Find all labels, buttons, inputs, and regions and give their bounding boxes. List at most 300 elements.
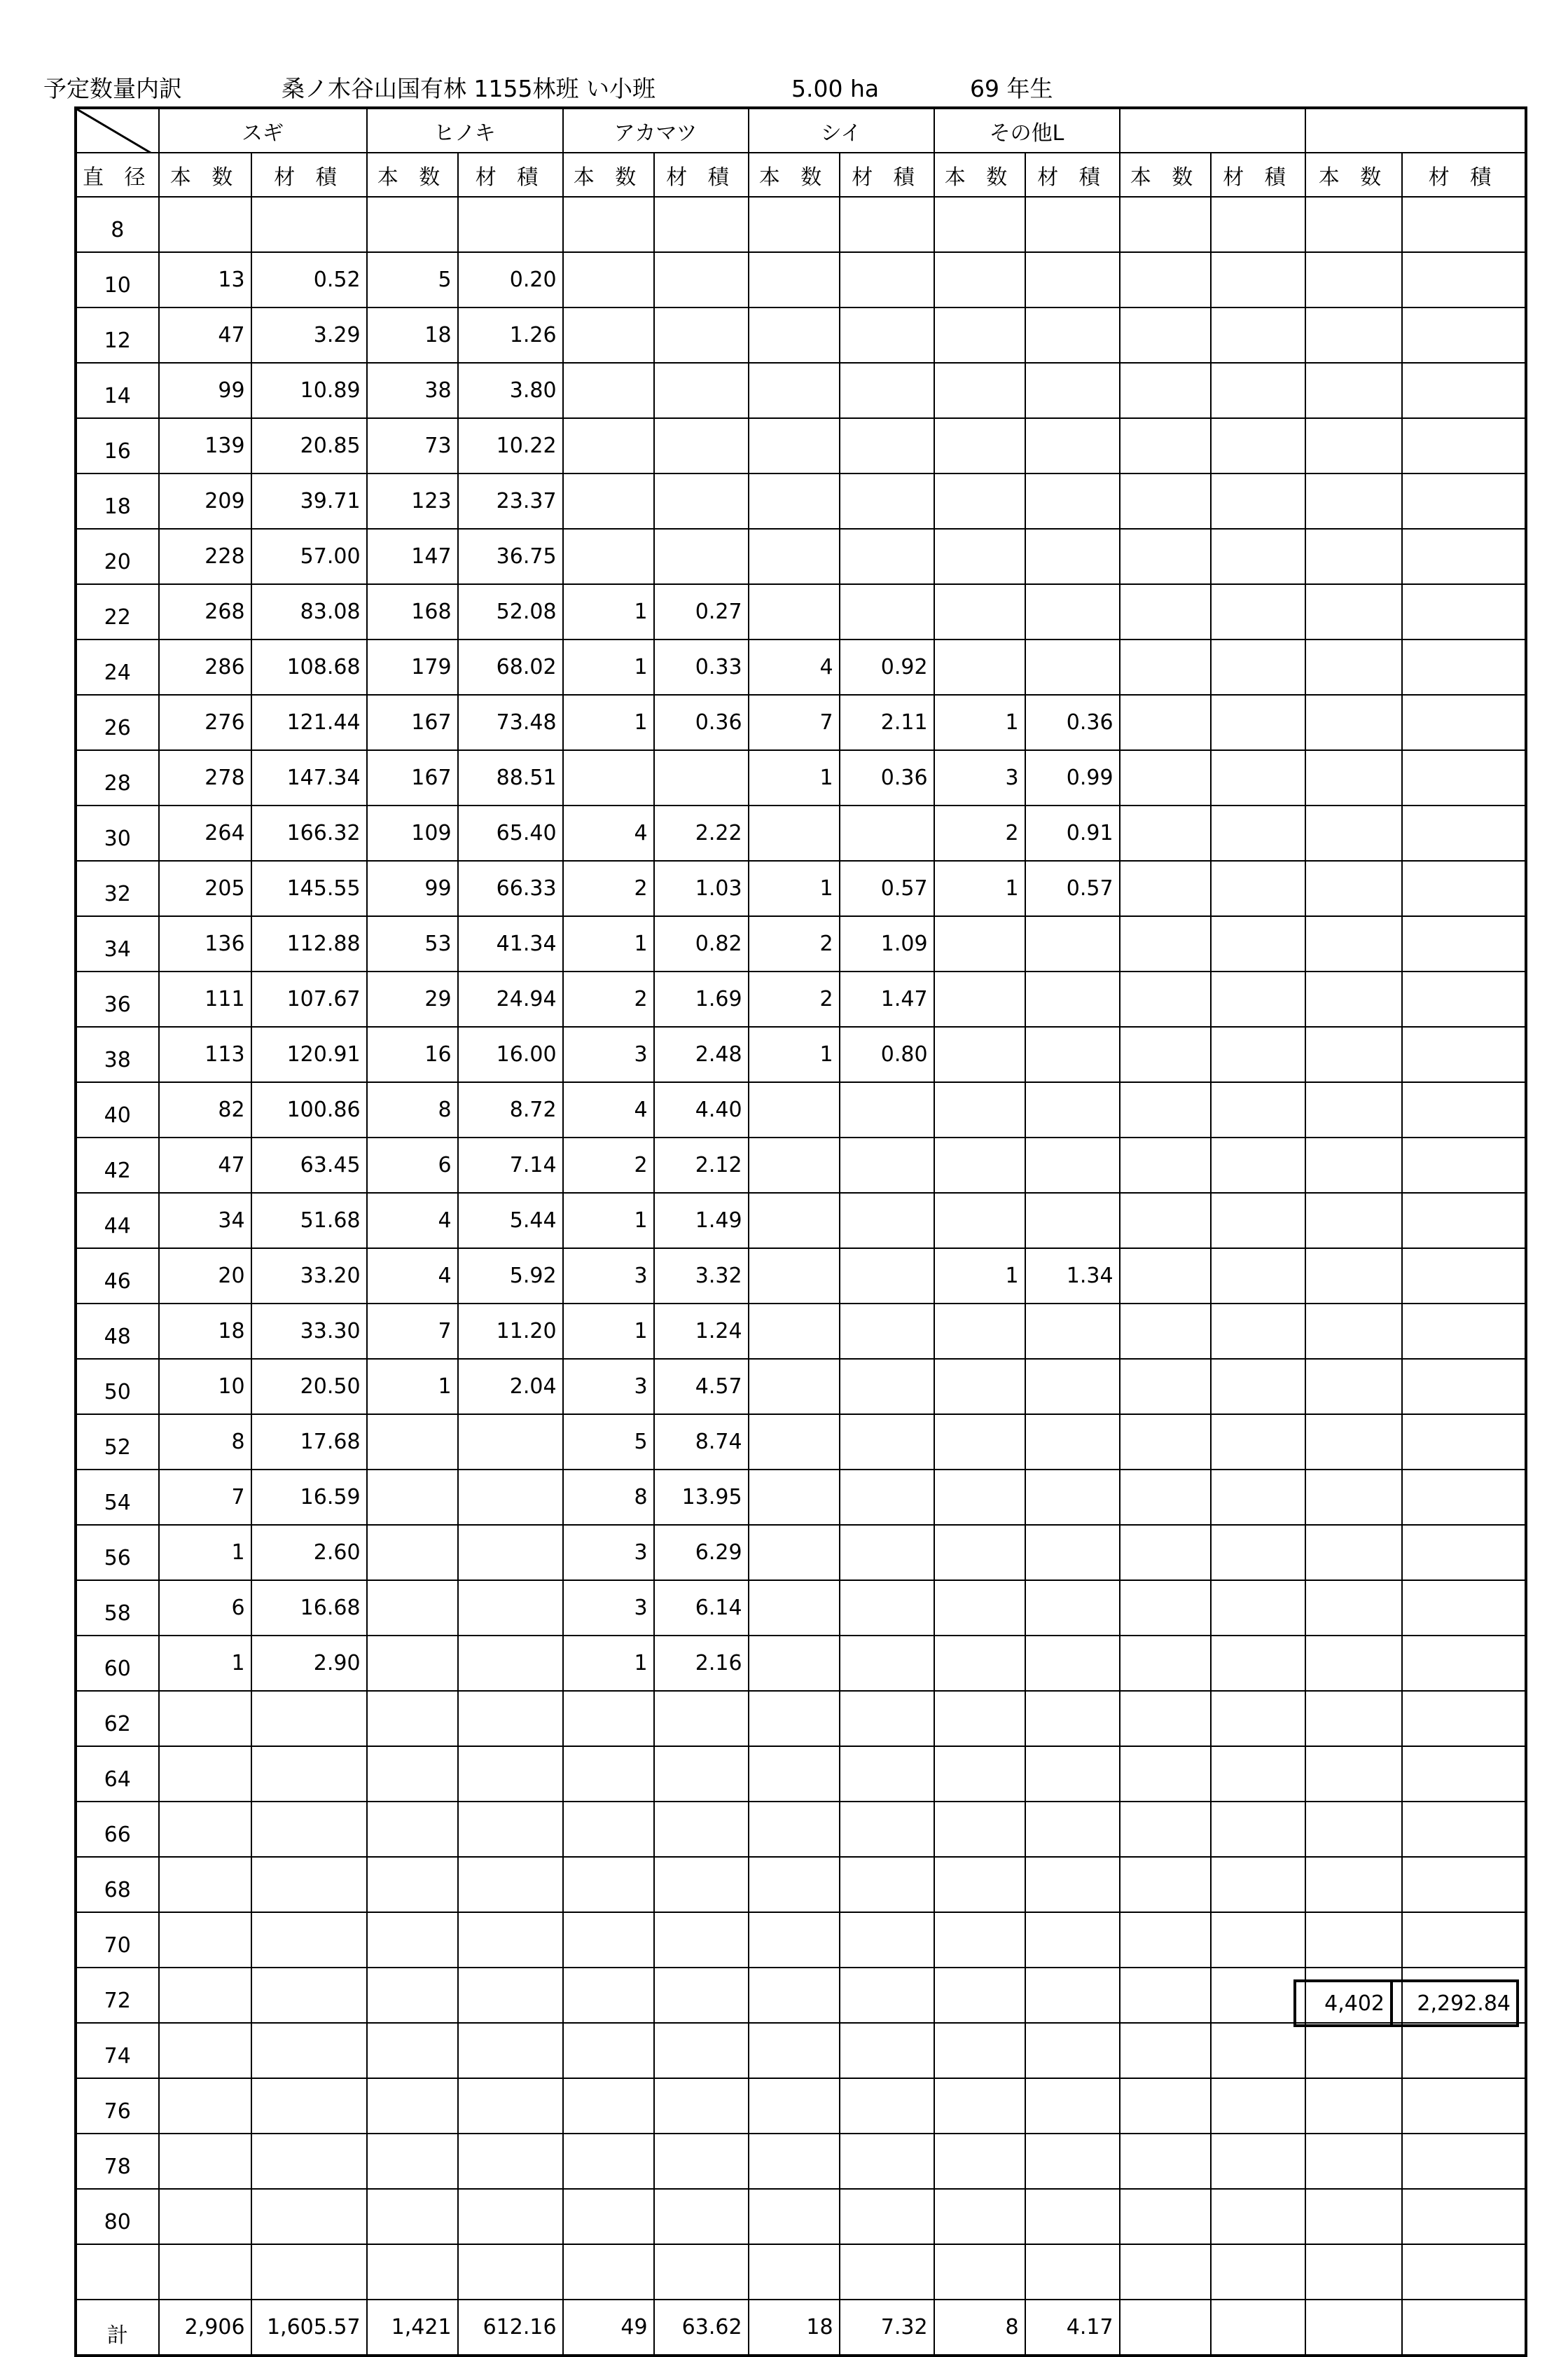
count-cell: [749, 197, 840, 252]
volume-cell: [654, 252, 749, 307]
volume-cell: [458, 1968, 563, 2023]
volume-cell: [1402, 252, 1526, 307]
volume-cell: 1.03: [654, 861, 749, 916]
volume-header: 材 積: [1025, 153, 1120, 197]
volume-cell: [1402, 474, 1526, 529]
count-cell: 1: [159, 1636, 251, 1691]
volume-cell: [458, 1912, 563, 1968]
volume-cell: [1025, 252, 1120, 307]
count-cell: [1120, 861, 1211, 916]
diameter-cell: 30: [76, 806, 159, 861]
count-cell: [934, 1359, 1025, 1414]
count-header: 本 数: [1305, 153, 1402, 197]
species-header-sugi: スギ: [159, 108, 367, 153]
volume-cell: 7.32: [840, 2300, 934, 2356]
count-cell: 18: [367, 307, 458, 363]
count-cell: [563, 1857, 654, 1912]
volume-cell: [840, 1525, 934, 1580]
volume-cell: [840, 1138, 934, 1193]
count-header: 本 数: [159, 153, 251, 197]
volume-cell: 0.36: [840, 750, 934, 806]
volume-cell: [1025, 1580, 1120, 1636]
count-cell: [1120, 197, 1211, 252]
volume-cell: [251, 2189, 367, 2244]
volume-cell: [1402, 916, 1526, 972]
count-cell: [1305, 2189, 1402, 2244]
count-cell: [367, 1525, 458, 1580]
count-cell: [1120, 1359, 1211, 1414]
count-cell: 167: [367, 695, 458, 750]
diameter-cell: 24: [76, 640, 159, 695]
table-row: [76, 1138, 1526, 1193]
diameter-cell: 46: [76, 1248, 159, 1304]
volume-cell: [654, 2244, 749, 2300]
volume-cell: [840, 1636, 934, 1691]
diameter-cell: 10: [76, 252, 159, 307]
count-cell: 5: [367, 252, 458, 307]
volume-cell: [458, 1525, 563, 1580]
volume-cell: [1211, 1802, 1305, 1857]
count-cell: [749, 2078, 840, 2134]
count-cell: 139: [159, 418, 251, 474]
volume-cell: [251, 1746, 367, 1802]
volume-cell: [1025, 1802, 1120, 1857]
volume-cell: [458, 2244, 563, 2300]
diameter-cell: 34: [76, 916, 159, 972]
count-cell: [1120, 916, 1211, 972]
count-cell: [1120, 1193, 1211, 1248]
count-cell: [749, 1470, 840, 1525]
volume-cell: [458, 2023, 563, 2078]
volume-cell: 3.29: [251, 307, 367, 363]
count-cell: [1305, 197, 1402, 252]
volume-cell: 0.52: [251, 252, 367, 307]
count-cell: 10: [159, 1359, 251, 1414]
count-cell: [934, 252, 1025, 307]
count-cell: 1: [563, 1304, 654, 1359]
volume-cell: [1402, 1193, 1526, 1248]
count-cell: 228: [159, 529, 251, 584]
count-cell: 5: [563, 1414, 654, 1470]
volume-cell: 100.86: [251, 1082, 367, 1138]
volume-cell: [654, 1802, 749, 1857]
volume-cell: 6.29: [654, 1525, 749, 1580]
count-cell: [934, 529, 1025, 584]
count-cell: [1120, 1746, 1211, 1802]
table-row: [76, 1525, 1526, 1580]
species-header-hinoki: ヒノキ: [367, 108, 563, 153]
count-cell: 123: [367, 474, 458, 529]
count-cell: [749, 2244, 840, 2300]
count-cell: [934, 2134, 1025, 2189]
count-cell: [1305, 1580, 1402, 1636]
volume-cell: [1211, 1414, 1305, 1470]
count-cell: [934, 418, 1025, 474]
volume-header: 材 積: [458, 153, 563, 197]
table-row: [76, 363, 1526, 418]
volume-cell: [840, 1802, 934, 1857]
volume-cell: [1402, 2189, 1526, 2244]
volume-cell: 66.33: [458, 861, 563, 916]
volume-cell: [458, 1414, 563, 1470]
volume-cell: [1025, 1082, 1120, 1138]
count-cell: [934, 1580, 1025, 1636]
count-cell: [1305, 1414, 1402, 1470]
count-cell: 73: [367, 418, 458, 474]
count-header: 本 数: [367, 153, 458, 197]
volume-cell: [1211, 474, 1305, 529]
volume-cell: [458, 197, 563, 252]
volume-cell: 0.80: [840, 1027, 934, 1082]
volume-cell: [1211, 307, 1305, 363]
count-cell: 47: [159, 307, 251, 363]
count-cell: [749, 1082, 840, 1138]
volume-cell: [1025, 1193, 1120, 1248]
volume-cell: [1211, 1470, 1305, 1525]
volume-cell: [1402, 1912, 1526, 1968]
count-cell: [1120, 2078, 1211, 2134]
count-cell: [367, 2023, 458, 2078]
volume-cell: [654, 529, 749, 584]
table-row: [76, 1248, 1526, 1304]
count-cell: [563, 1691, 654, 1746]
volume-cell: [1025, 2023, 1120, 2078]
volume-cell: 0.82: [654, 916, 749, 972]
diagonal-line: [77, 109, 154, 153]
table-row: [76, 1580, 1526, 1636]
count-cell: [1305, 2244, 1402, 2300]
volume-cell: [840, 1304, 934, 1359]
diameter-cell: 26: [76, 695, 159, 750]
volume-cell: [1402, 806, 1526, 861]
species-header-row: [76, 108, 1526, 153]
count-cell: 8: [367, 1082, 458, 1138]
volume-cell: [1211, 1636, 1305, 1691]
count-cell: [1120, 1691, 1211, 1746]
volume-cell: [654, 418, 749, 474]
count-cell: 179: [367, 640, 458, 695]
diameter-cell: 計: [76, 2300, 159, 2356]
volume-cell: [1211, 916, 1305, 972]
count-cell: [934, 197, 1025, 252]
diameter-cell: 62: [76, 1691, 159, 1746]
count-cell: [563, 363, 654, 418]
diameter-cell: 20: [76, 529, 159, 584]
volume-cell: 1.09: [840, 916, 934, 972]
count-cell: 3: [563, 1525, 654, 1580]
volume-cell: [1211, 252, 1305, 307]
volume-cell: 0.36: [1025, 695, 1120, 750]
count-cell: 268: [159, 584, 251, 640]
count-cell: [563, 307, 654, 363]
count-cell: [934, 1414, 1025, 1470]
count-cell: [934, 1968, 1025, 2023]
grand-total-box: [1293, 1979, 1519, 2027]
volume-cell: [1402, 1580, 1526, 1636]
table-row: [76, 2023, 1526, 2078]
count-cell: [1305, 1525, 1402, 1580]
volume-cell: 8.74: [654, 1414, 749, 1470]
volume-cell: [1025, 1746, 1120, 1802]
count-cell: [1305, 2023, 1402, 2078]
volume-cell: [251, 2023, 367, 2078]
diameter-cell: 74: [76, 2023, 159, 2078]
volume-cell: [1025, 418, 1120, 474]
count-cell: [563, 1746, 654, 1802]
volume-cell: [840, 1857, 934, 1912]
count-cell: [934, 474, 1025, 529]
volume-header: 材 積: [251, 153, 367, 197]
diameter-header: 直 径: [76, 153, 159, 197]
diameter-cell: 56: [76, 1525, 159, 1580]
count-cell: 3: [563, 1248, 654, 1304]
count-cell: [367, 2244, 458, 2300]
count-cell: 20: [159, 1248, 251, 1304]
diameter-cell: 52: [76, 1414, 159, 1470]
count-cell: 1: [563, 1636, 654, 1691]
count-cell: [1305, 1802, 1402, 1857]
diameter-cell: [76, 2244, 159, 2300]
volume-cell: 2.12: [654, 1138, 749, 1193]
count-cell: 264: [159, 806, 251, 861]
volume-cell: [1211, 972, 1305, 1027]
volume-cell: [1211, 584, 1305, 640]
count-cell: 278: [159, 750, 251, 806]
count-cell: [367, 1636, 458, 1691]
count-cell: [934, 1636, 1025, 1691]
count-cell: 1: [563, 640, 654, 695]
volume-cell: [1402, 640, 1526, 695]
volume-cell: [1025, 2078, 1120, 2134]
volume-cell: 107.67: [251, 972, 367, 1027]
count-cell: [1305, 1746, 1402, 1802]
diameter-cell: 58: [76, 1580, 159, 1636]
count-cell: 7: [749, 695, 840, 750]
count-cell: [1305, 2078, 1402, 2134]
table-row: [76, 1414, 1526, 1470]
volume-cell: 112.88: [251, 916, 367, 972]
area-label: 5.00 ha: [791, 75, 880, 102]
count-cell: [1120, 972, 1211, 1027]
count-cell: [563, 2134, 654, 2189]
volume-cell: [1025, 1636, 1120, 1691]
count-cell: [749, 1857, 840, 1912]
count-cell: [749, 1359, 840, 1414]
count-cell: [1120, 1138, 1211, 1193]
volume-cell: [654, 307, 749, 363]
volume-cell: 4.40: [654, 1082, 749, 1138]
count-cell: [749, 418, 840, 474]
table-row: [76, 197, 1526, 252]
volume-cell: [1402, 2244, 1526, 2300]
volume-cell: 0.20: [458, 252, 563, 307]
volume-cell: [1402, 2078, 1526, 2134]
volume-cell: 2.48: [654, 1027, 749, 1082]
count-cell: [159, 1691, 251, 1746]
volume-cell: 52.08: [458, 584, 563, 640]
volume-cell: 2.90: [251, 1636, 367, 1691]
table-row: [76, 2134, 1526, 2189]
count-cell: [159, 1746, 251, 1802]
volume-cell: [1025, 1470, 1120, 1525]
volume-cell: 51.68: [251, 1193, 367, 1248]
volume-cell: 121.44: [251, 695, 367, 750]
volume-cell: 2.22: [654, 806, 749, 861]
volume-cell: [654, 2189, 749, 2244]
volume-cell: [1402, 1414, 1526, 1470]
volume-cell: 16.59: [251, 1470, 367, 1525]
volume-cell: [1025, 1912, 1120, 1968]
volume-cell: 0.36: [654, 695, 749, 750]
volume-cell: 20.50: [251, 1359, 367, 1414]
volume-cell: [251, 197, 367, 252]
volume-cell: 2.16: [654, 1636, 749, 1691]
volume-cell: 2.60: [251, 1525, 367, 1580]
volume-cell: 7.14: [458, 1138, 563, 1193]
volume-cell: [1402, 972, 1526, 1027]
count-cell: [749, 1802, 840, 1857]
diameter-cell: 14: [76, 363, 159, 418]
table-row: [76, 972, 1526, 1027]
count-cell: [749, 584, 840, 640]
volume-cell: [654, 474, 749, 529]
volume-cell: [1211, 1359, 1305, 1414]
count-cell: 99: [367, 861, 458, 916]
volume-cell: 36.75: [458, 529, 563, 584]
count-cell: [934, 1470, 1025, 1525]
count-cell: 1: [367, 1359, 458, 1414]
count-cell: 13: [159, 252, 251, 307]
volume-cell: [840, 252, 934, 307]
volume-cell: [458, 1470, 563, 1525]
count-header: 本 数: [934, 153, 1025, 197]
volume-cell: [1211, 1857, 1305, 1912]
count-cell: [1120, 307, 1211, 363]
count-cell: [934, 2078, 1025, 2134]
count-cell: [563, 197, 654, 252]
volume-cell: [654, 2078, 749, 2134]
count-cell: 99: [159, 363, 251, 418]
table-row: [76, 2078, 1526, 2134]
volume-cell: [1211, 806, 1305, 861]
count-cell: [367, 1414, 458, 1470]
volume-cell: [1402, 861, 1526, 916]
count-cell: 1: [749, 861, 840, 916]
volume-cell: [1402, 1636, 1526, 1691]
volume-cell: 166.32: [251, 806, 367, 861]
volume-cell: [654, 1968, 749, 2023]
count-cell: [1305, 1857, 1402, 1912]
volume-cell: [1025, 1968, 1120, 2023]
count-cell: 4: [563, 806, 654, 861]
volume-cell: [1025, 1414, 1120, 1470]
count-cell: 18: [159, 1304, 251, 1359]
volume-cell: 63.45: [251, 1138, 367, 1193]
count-cell: 1,421: [367, 2300, 458, 2356]
count-cell: [934, 363, 1025, 418]
volume-cell: [1211, 2189, 1305, 2244]
volume-cell: [1025, 1138, 1120, 1193]
volume-cell: [1211, 2300, 1305, 2356]
count-cell: [1120, 1414, 1211, 1470]
count-cell: [749, 1636, 840, 1691]
species-header-other: その他L: [934, 108, 1120, 153]
volume-cell: [1402, 1470, 1526, 1525]
count-cell: [1305, 363, 1402, 418]
count-cell: [1120, 1802, 1211, 1857]
volume-cell: [458, 1691, 563, 1746]
volume-cell: [1211, 695, 1305, 750]
volume-header: 材 積: [840, 153, 934, 197]
table-row: [76, 1470, 1526, 1525]
count-cell: 49: [563, 2300, 654, 2356]
count-cell: [749, 1912, 840, 1968]
volume-cell: [1402, 529, 1526, 584]
volume-cell: [654, 2134, 749, 2189]
count-cell: [749, 2189, 840, 2244]
count-cell: [1305, 1470, 1402, 1525]
volume-cell: 88.51: [458, 750, 563, 806]
volume-cell: [1211, 1082, 1305, 1138]
volume-cell: [840, 307, 934, 363]
count-cell: [1305, 750, 1402, 806]
volume-cell: 3.32: [654, 1248, 749, 1304]
count-cell: 167: [367, 750, 458, 806]
count-cell: [1120, 640, 1211, 695]
volume-cell: [1025, 2244, 1120, 2300]
count-cell: [367, 1912, 458, 1968]
volume-cell: [251, 1968, 367, 2023]
volume-cell: [251, 1802, 367, 1857]
volume-cell: [1025, 1857, 1120, 1912]
table-row: [76, 1082, 1526, 1138]
count-cell: [1120, 418, 1211, 474]
count-cell: [1305, 1138, 1402, 1193]
volume-cell: [1402, 1027, 1526, 1082]
volume-cell: 0.91: [1025, 806, 1120, 861]
count-cell: [1120, 584, 1211, 640]
count-cell: [367, 1857, 458, 1912]
volume-cell: [840, 806, 934, 861]
diameter-cell: 16: [76, 418, 159, 474]
count-cell: [749, 1968, 840, 2023]
volume-cell: [1025, 1691, 1120, 1746]
location-label: 桑ノ木谷山国有林 1155林班 い小班: [282, 75, 655, 102]
count-cell: [749, 1193, 840, 1248]
count-cell: [1305, 418, 1402, 474]
table-row: [76, 1636, 1526, 1691]
volume-cell: [1211, 1580, 1305, 1636]
volume-cell: [1211, 197, 1305, 252]
count-cell: [934, 972, 1025, 1027]
count-cell: 1: [563, 584, 654, 640]
table-row: [76, 695, 1526, 750]
volume-cell: [654, 1746, 749, 1802]
volume-cell: 41.34: [458, 916, 563, 972]
count-cell: 113: [159, 1027, 251, 1082]
volume-cell: 23.37: [458, 474, 563, 529]
count-cell: 38: [367, 363, 458, 418]
volume-cell: [1402, 1857, 1526, 1912]
diameter-cell: 40: [76, 1082, 159, 1138]
volume-cell: [1402, 2023, 1526, 2078]
volume-cell: 73.48: [458, 695, 563, 750]
volume-cell: 1.47: [840, 972, 934, 1027]
volume-cell: [1025, 640, 1120, 695]
volume-cell: [1402, 197, 1526, 252]
count-cell: [749, 2134, 840, 2189]
count-cell: [1305, 1691, 1402, 1746]
